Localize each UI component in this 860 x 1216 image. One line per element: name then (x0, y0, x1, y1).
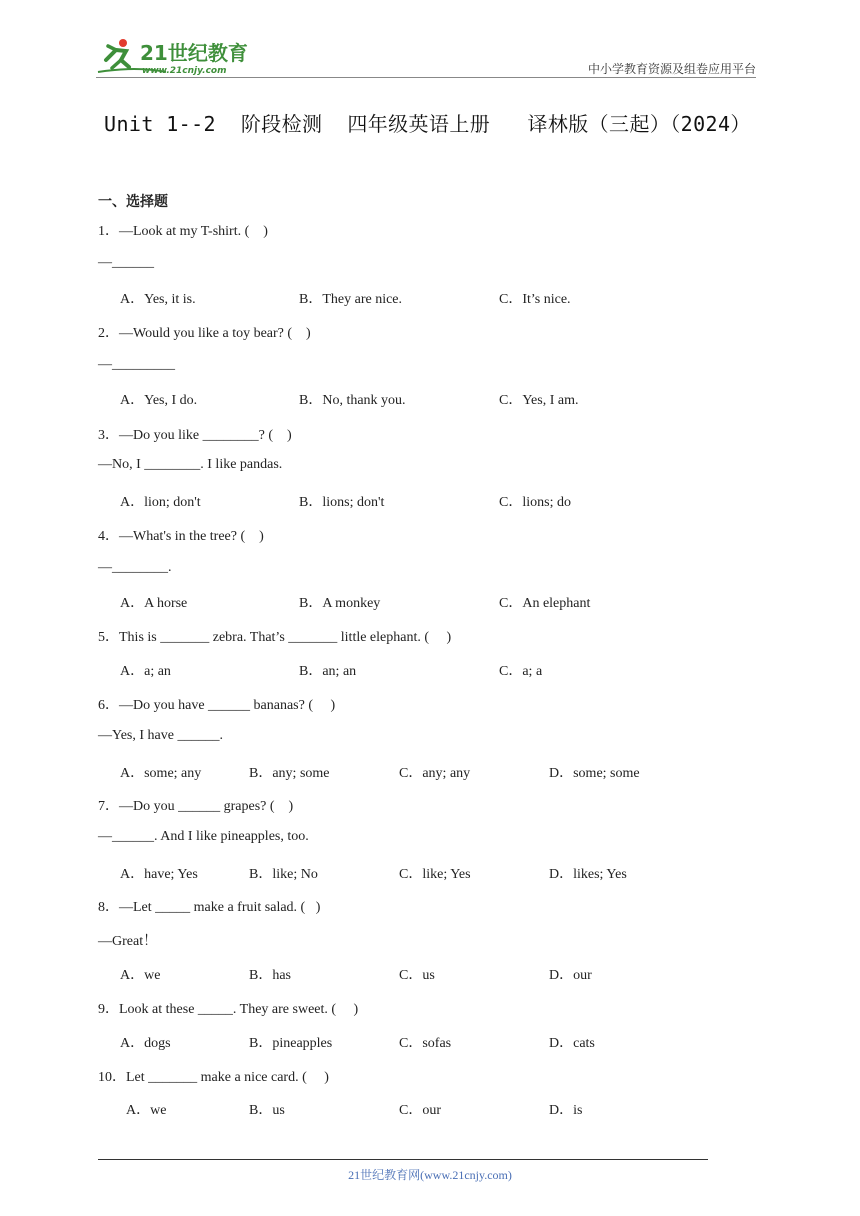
option-c[interactable]: C．our (399, 1103, 441, 1118)
option-c[interactable]: C．a; a (499, 664, 543, 679)
question-text: 8．—Let _____ make a fruit salad. ( ) (98, 900, 321, 915)
answer-line: —________. (98, 560, 172, 575)
answer-line: —_________ (98, 357, 175, 372)
header-divider (96, 77, 756, 78)
option-a[interactable]: A．some; any (120, 766, 202, 781)
option-b[interactable]: B．has (249, 968, 291, 983)
question-text: 3．—Do you like ________? ( ) (98, 428, 292, 443)
option-b[interactable]: B．an; an (299, 664, 357, 679)
option-a[interactable]: A．dogs (120, 1036, 171, 1051)
option-a[interactable]: A．Yes, it is. (120, 292, 196, 307)
question-text: 4．—What's in the tree? ( ) (98, 529, 264, 544)
option-b[interactable]: B．No, thank you. (299, 393, 406, 408)
answer-line: —Great！ (98, 934, 158, 949)
option-d[interactable]: D．some; some (549, 766, 640, 781)
option-a[interactable]: A．a; an (120, 664, 171, 679)
page-title: Unit 1--2 阶段检测 四年级英语上册 译林版（三起）（2024） (104, 112, 751, 136)
option-d[interactable]: D．cats (549, 1036, 595, 1051)
option-b[interactable]: B．pineapples (249, 1036, 333, 1051)
option-c[interactable]: C．sofas (399, 1036, 452, 1051)
option-c[interactable]: C．us (399, 968, 435, 983)
option-c[interactable]: C．any; any (399, 766, 471, 781)
option-d[interactable]: D．our (549, 968, 592, 983)
option-b[interactable]: B．A monkey (299, 596, 381, 611)
option-b[interactable]: B．any; some (249, 766, 330, 781)
answer-line: —______ (98, 255, 154, 270)
question-text: 6．—Do you have ______ bananas? ( ) (98, 698, 336, 713)
svg-text:21世纪教育: 21世纪教育 (140, 41, 248, 65)
option-a[interactable]: A．Yes, I do. (120, 393, 198, 408)
option-c[interactable]: C．Yes, I am. (499, 393, 579, 408)
option-d[interactable]: D．likes; Yes (549, 867, 627, 882)
option-a[interactable]: A．lion; don't (120, 495, 201, 510)
option-b[interactable]: B．lions; don't (299, 495, 385, 510)
option-c[interactable]: C．like; Yes (399, 867, 471, 882)
answer-line: —Yes, I have ______. (98, 728, 223, 743)
option-b[interactable]: B．like; No (249, 867, 318, 882)
option-b[interactable]: B．They are nice. (299, 292, 403, 307)
question-text: 7．—Do you ______ grapes? ( ) (98, 799, 294, 814)
option-c[interactable]: C．It’s nice. (499, 292, 571, 307)
answer-line: —______. And I like pineapples, too. (98, 829, 309, 844)
logo-21cnjy (96, 36, 266, 78)
option-d[interactable]: D．is (549, 1103, 583, 1118)
page-header (96, 36, 756, 80)
footer-link[interactable]: 21世纪教育网(www.21cnjy.com) (348, 1168, 512, 1182)
footer-divider (98, 1159, 708, 1160)
question-text: 5．This is _______ zebra. That’s _______ little elephant. ( ) (98, 630, 452, 645)
answer-line: —No, I ________. I like pandas. (98, 457, 283, 472)
option-a[interactable]: A．we (120, 968, 161, 983)
platform-tagline: 中小学教育资源及组卷应用平台 (587, 62, 756, 76)
question-text: 9．Look at these _____. They are sweet. ( ) (98, 1002, 359, 1017)
question-text: 2．—Would you like a toy bear? ( ) (98, 326, 311, 341)
option-b[interactable]: B．us (249, 1103, 285, 1118)
question-text: 1．—Look at my T-shirt. ( ) (98, 224, 268, 239)
option-c[interactable]: C．lions; do (499, 495, 571, 510)
svg-text:www.21cnjy.com: www.21cnjy.com (142, 66, 227, 76)
option-a[interactable]: A．A horse (120, 596, 188, 611)
option-a[interactable]: A．have; Yes (120, 867, 198, 882)
option-a[interactable]: A．we (126, 1103, 167, 1118)
section-heading: 一、选择题 (98, 194, 168, 210)
option-c[interactable]: C．An elephant (499, 596, 591, 611)
question-text: 10．Let _______ make a nice card. ( ) (98, 1070, 329, 1085)
